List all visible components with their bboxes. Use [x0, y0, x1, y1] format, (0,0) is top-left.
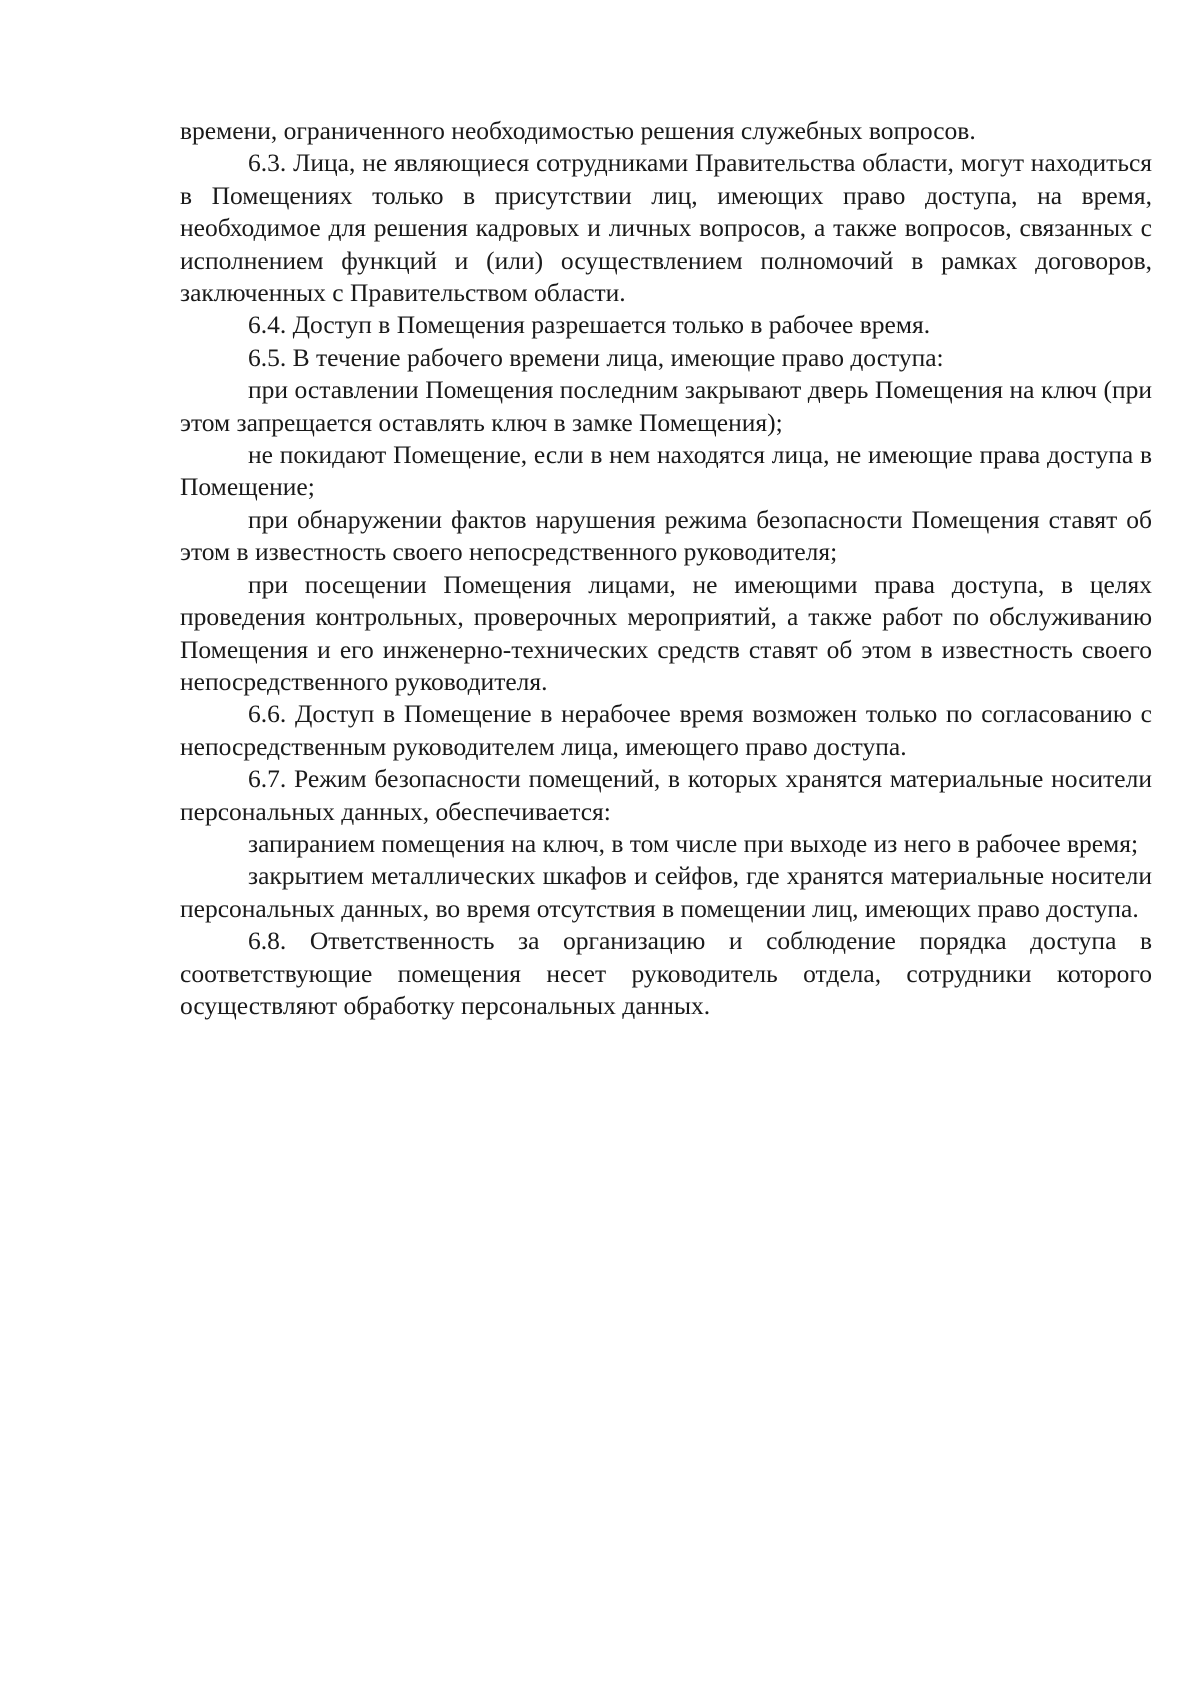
paragraph-6-6: 6.6. Доступ в Помещение в нерабочее время возможен только по согласованию с непосредственным руководителем лица, имеющего право доступа. [180, 699, 1152, 761]
paragraph-6-5-item-1: при оставлении Помещения последним закрывают дверь Помещения на ключ (при этом запрещается оставлять ключ в замке Помещения); [180, 375, 1152, 437]
paragraph-6-7-item-2: закрытием металлических шкафов и сейфов, где хранятся материальные носители персональных данных, во время отсутствия в помещении лиц, имеющих право доступа. [180, 861, 1152, 923]
paragraph-6-5: 6.5. В течение рабочего времени лица, имеющие право доступа: [248, 342, 944, 372]
paragraph-6-3: 6.3. Лица, не являющиеся сотрудниками Правительства области, могут находиться в Помещениях только в присутствии лиц, имеющих право доступа, на время, необходимое для решения кадровых и личных вопросов, а также вопросов, связанных с исполнением функций и (или) осуществлением полномочий в рамках договоров, заключенных с Правительством области. [180, 148, 1152, 308]
paragraph-6-5-item-3: при обнаружении фактов нарушения режима безопасности Помещения ставят об этом в известность своего непосредственного руководителя; [180, 504, 1152, 567]
paragraph-6-4: 6.4. Доступ в Помещения разрешается только в рабочее время. [248, 310, 931, 340]
paragraph-6-7-item-1: запиранием помещения на ключ, в том числе при выходе из него в рабочее время; [248, 828, 1139, 858]
paragraph-6-5-item-4: при посещении Помещения лицами, не имеющими права доступа, в целях проведения контрольных, проверочных мероприятий, а также работ по обслуживанию Помещения и его инженерно-технических средств ставят об этом в известность своего непосредственного руководителя. [180, 569, 1152, 696]
paragraph-6-5-item-2: не покидают Помещение, если в нем находятся лица, не имеющие права доступа в Помещение; [180, 440, 1152, 502]
paragraph-6-8: 6.8. Ответственность за организацию и соблюдение порядка доступа в соответствующие помещения несет руководитель отдела, сотрудники которого осуществляют обработку персональных данных. [180, 926, 1152, 1020]
paragraph-6-7: 6.7. Режим безопасности помещений, в которых хранятся материальные носители персональных данных, обеспечивается: [180, 764, 1152, 826]
document-body [180, 115, 1152, 1022]
paragraph-continuation: времени, ограниченного необходимостью решения служебных вопросов. [180, 116, 976, 145]
